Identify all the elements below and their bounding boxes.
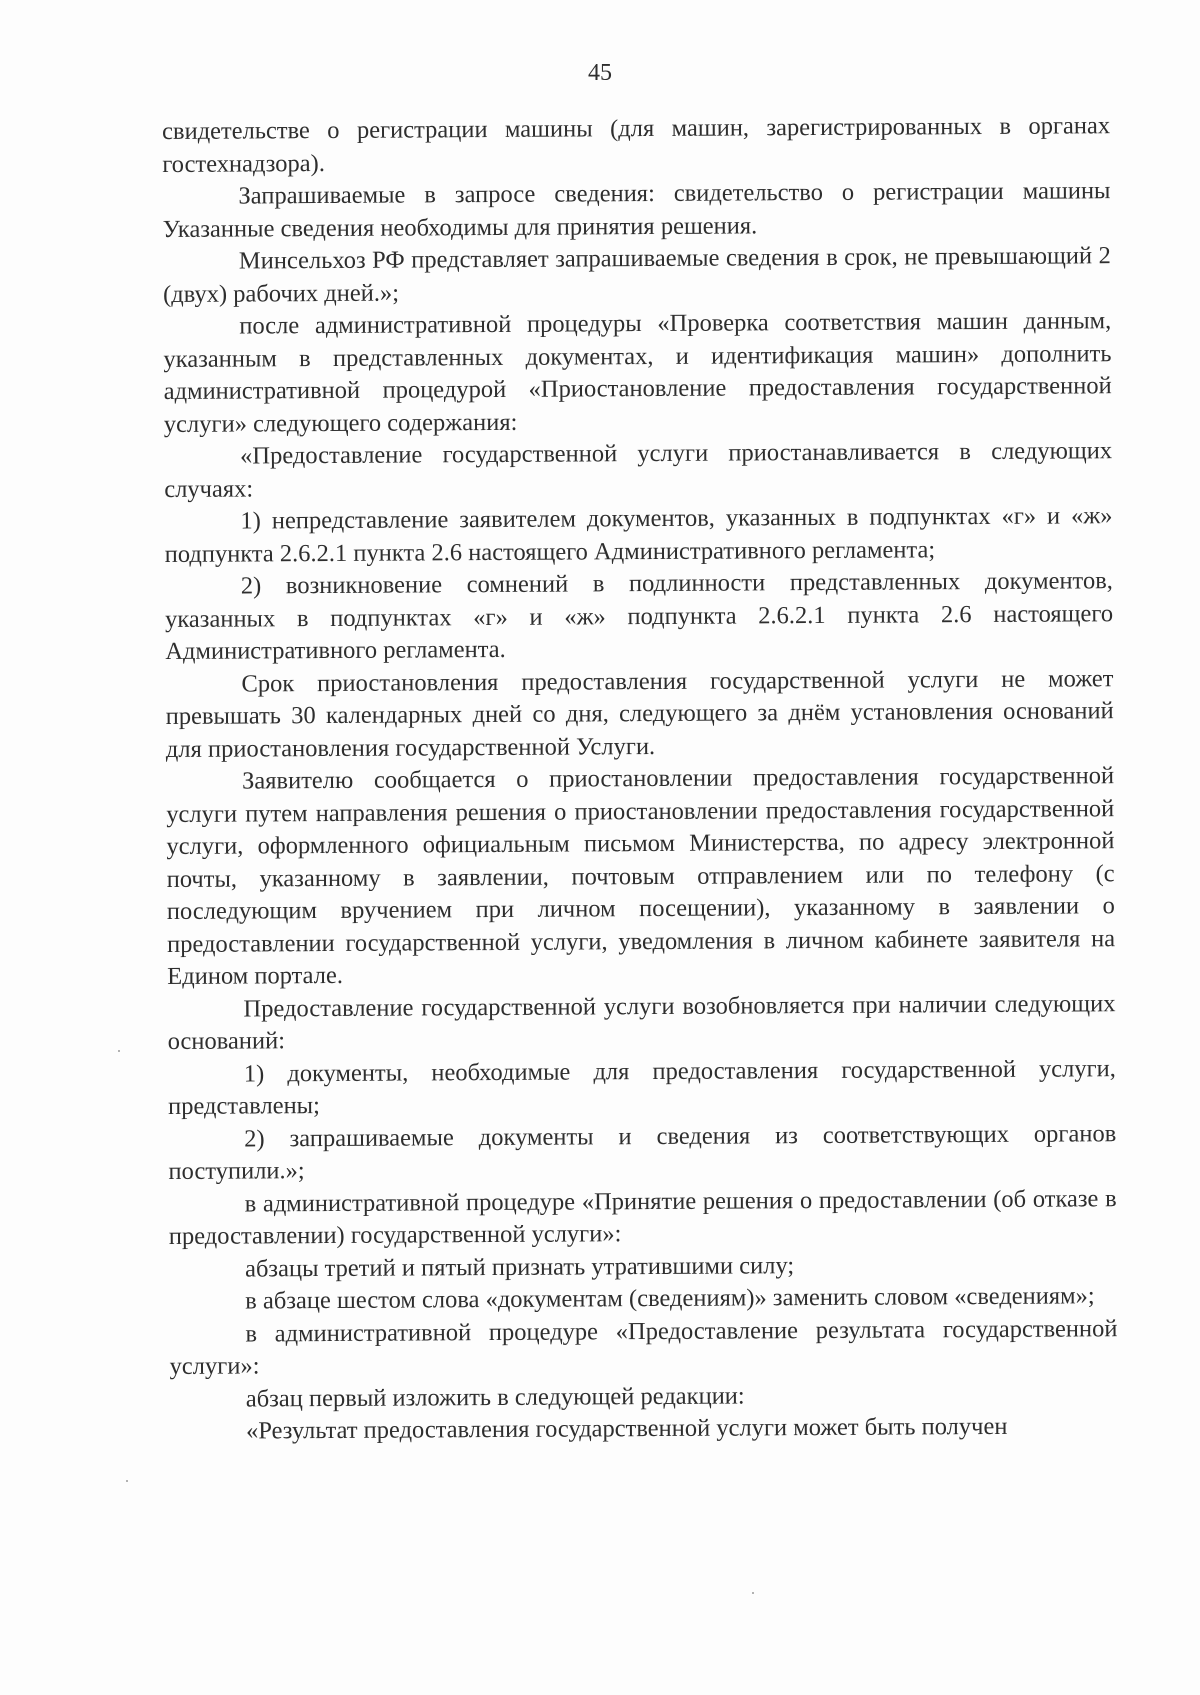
scan-speck [118,1050,120,1052]
paragraph: Срок приостановления предоставления государственной услуги не может превышать 30 календарных дней со дня, следующего за днём установления оснований для приостановления государственной Услуги. [165,664,1114,763]
paragraph: после административной процедуры «Проверка соответствия машин данным, указанным в представленных документах, и идентификация машин» дополнить административной процедурой «Приостановление предоставления государственной услуги» следующего содержания: [163,307,1112,438]
paragraph: абзацы третий и пятый признать утратившими силу; [244,1251,795,1283]
paragraph: свидетельстве о регистрации машины (для машин, зарегистрированных в органах гостехнадзора). [162,112,1111,178]
paragraph: Предоставление государственной услуги возобновляется при наличии следующих оснований: [167,989,1116,1055]
scan-speck [752,1592,754,1594]
paragraph: в абзаце шестом слова «документам (сведениям)» заменить словом «сведениям»; [245,1282,1095,1315]
paragraph: в административной процедуре «Принятие решения о предоставлении (об отказе в предоставлении) государственной услуги»: [168,1184,1117,1250]
paragraph: 1) непредставление заявителем документов, указанных в подпунктах «г» и «ж» подпункта 2.6.2.1 пункта 2.6 настоящего Административного регламента; [164,502,1113,568]
paragraph: Минсельхоз РФ представляет запрашиваемые сведения в срок, не превышающий 2 (двух) рабочих дней.»; [163,242,1111,308]
paragraph: Заявителю сообщается о приостановлении предоставления государственной услуги путем направления решения о приостановлении предоставления государственной услуги, оформленного официальным письмом Министерства, по адресу электронной почты, указанному в заявлении, почтовым отправлением или по телефону (с последующим вручением при личном посещении), указанному в заявлении о предоставлении государственной услуги, уведомления в личном кабинете заявителя на Едином портале. [166,762,1116,990]
document-text [162,110,1118,1448]
page-number: 45 [588,60,612,86]
paragraph: «Результат предоставления государственной услуги может быть получен [245,1412,1008,1445]
paragraph: 1) документы, необходимые для предоставления государственной услуги, представлены; [167,1054,1116,1120]
paragraph: Запрашиваемые в запросе сведения: свидетельство о регистрации машины Указанные сведения необходимы для принятия решения. [162,177,1111,243]
paragraph: 2) запрашиваемые документы и сведения из соответствующих органов поступили.»; [168,1119,1117,1185]
paragraph: 2) возникновение сомнений в подлинности представленных документов, указанных в подпунктах «г» и «ж» подпункта 2.6.2.1 пункта 2.6 настоящего Административного регламента. [164,567,1114,665]
paragraph: абзац первый изложить в следующей редакции: [245,1381,745,1413]
paragraph: «Предоставление государственной услуги приостанавливается в следующих случаях: [164,437,1113,503]
paragraph: в административной процедуре «Предоставление результата государственной услуги»: [169,1314,1118,1380]
scan-speck [126,1480,128,1482]
